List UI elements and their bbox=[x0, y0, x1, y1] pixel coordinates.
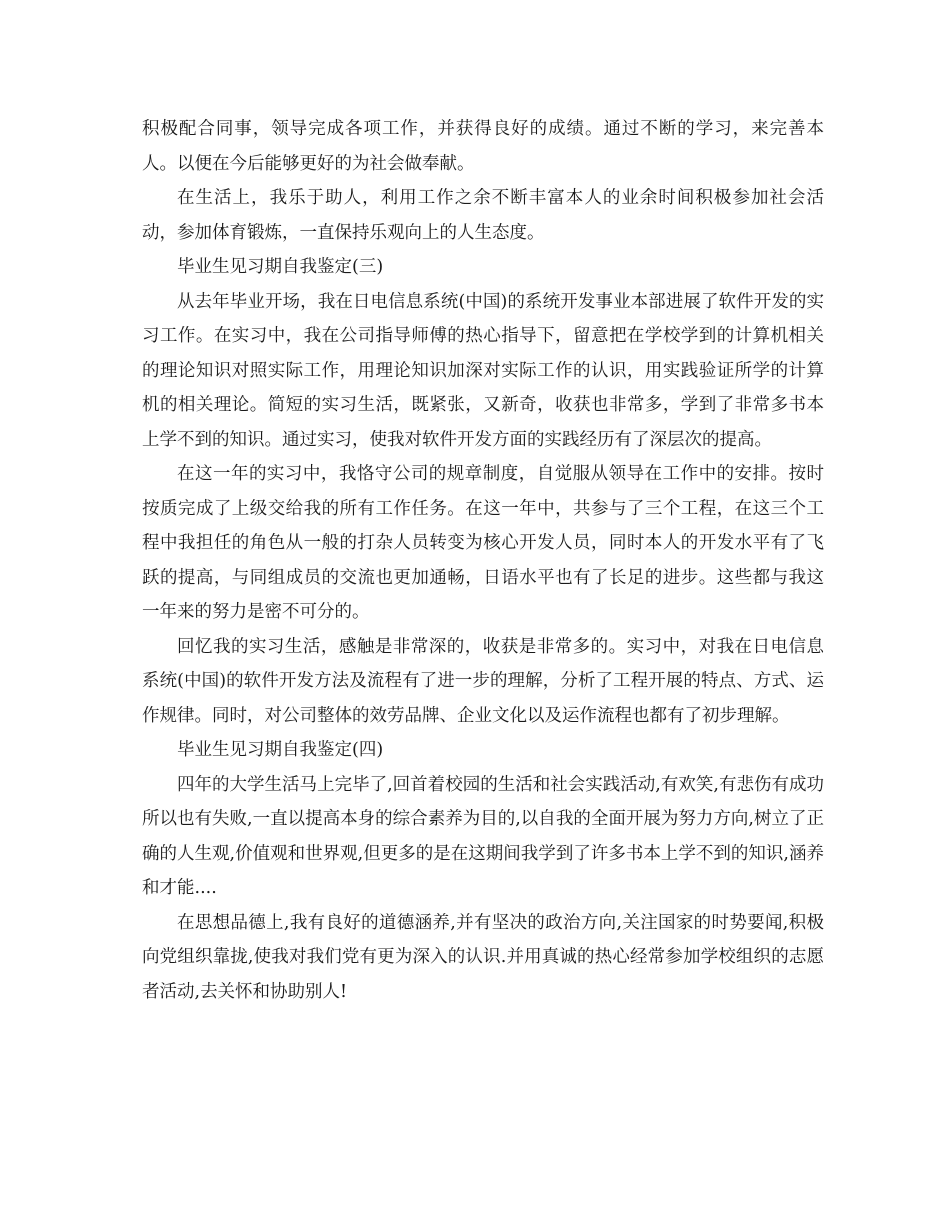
paragraph-internship-intro: 从去年毕业开场，我在日电信息系统(中国)的系统开发事业本部进展了软件开发的实习工作。在实习中，我在公司指导师傅的热心指导下，留意把在学校学到的计算机相关的理论知识对照实际工作，用理论知识加深对实际工作的认识，用实践验证所学的计算机的相关理论。简短的实习生活，既紧张，又新奇，收获也非常多，学到了非常多书本上学不到的知识。通过实习，使我对软件开发方面的实践经历有了深层次的提高。 bbox=[142, 291, 824, 450]
document-body bbox=[142, 112, 824, 1009]
paragraph-university-life: 四年的大学生活马上完毕了,回首着校园的生活和社会实践活动,有欢笑,有悲伤有成功所以也有失败,一直以提高本身的综合素养为目的,以自我的全面开展为努力方向,树立了正确的人生观,价值观和世界观,但更多的是在这期间我学到了许多书本上学不到的知识,涵养和才能.... bbox=[142, 774, 824, 898]
paragraph-continuation: 积极配合同事，领导完成各项工作，并获得良好的成绩。通过不断的学习，来完善本人。以便在今后能够更好的为社会做奉献。 bbox=[142, 119, 824, 174]
paragraph-internship-year: 在这一年的实习中，我恪守公司的规章制度，自觉服从领导在工作中的安排。按时按质完成了上级交给我的所有工作任务。在这一年中，共参与了三个工程，在这三个工程中我担任的角色从一般的打杂人员转变为核心开发人员，同时本人的开发水平有了飞跃的提高，与同组成员的交流也更加通畅，日语水平也有了长足的进步。这些都与我这一年来的努力是密不可分的。 bbox=[142, 464, 824, 622]
paragraph-daily-life: 在生活上，我乐于助人，利用工作之余不断丰富本人的业余时间积极参加社会活动，参加体育锻炼，一直保持乐观向上的人生态度。 bbox=[142, 188, 824, 243]
paragraph-moral-character: 在思想品德上,我有良好的道德涵养,并有坚决的政治方向,关注国家的时势要闻,积极向党组织靠拢,使我对我们党有更为深入的认识.并用真诚的热心经常参加学校组织的志愿者活动,去关怀和协助别人! bbox=[142, 912, 824, 1002]
paragraph-internship-reflection: 回忆我的实习生活，感触是非常深的，收获是非常多的。实习中，对我在日电信息系统(中国)的软件开发方法及流程有了进一步的理解，分析了工程开展的特点、方式、运作规律。同时，对公司整体的效劳品牌、企业文化以及运作流程也都有了初步理解。 bbox=[142, 636, 824, 726]
section-heading-three: 毕业生见习期自我鉴定(三) bbox=[177, 257, 384, 277]
section-heading-four: 毕业生见习期自我鉴定(四) bbox=[177, 740, 384, 760]
